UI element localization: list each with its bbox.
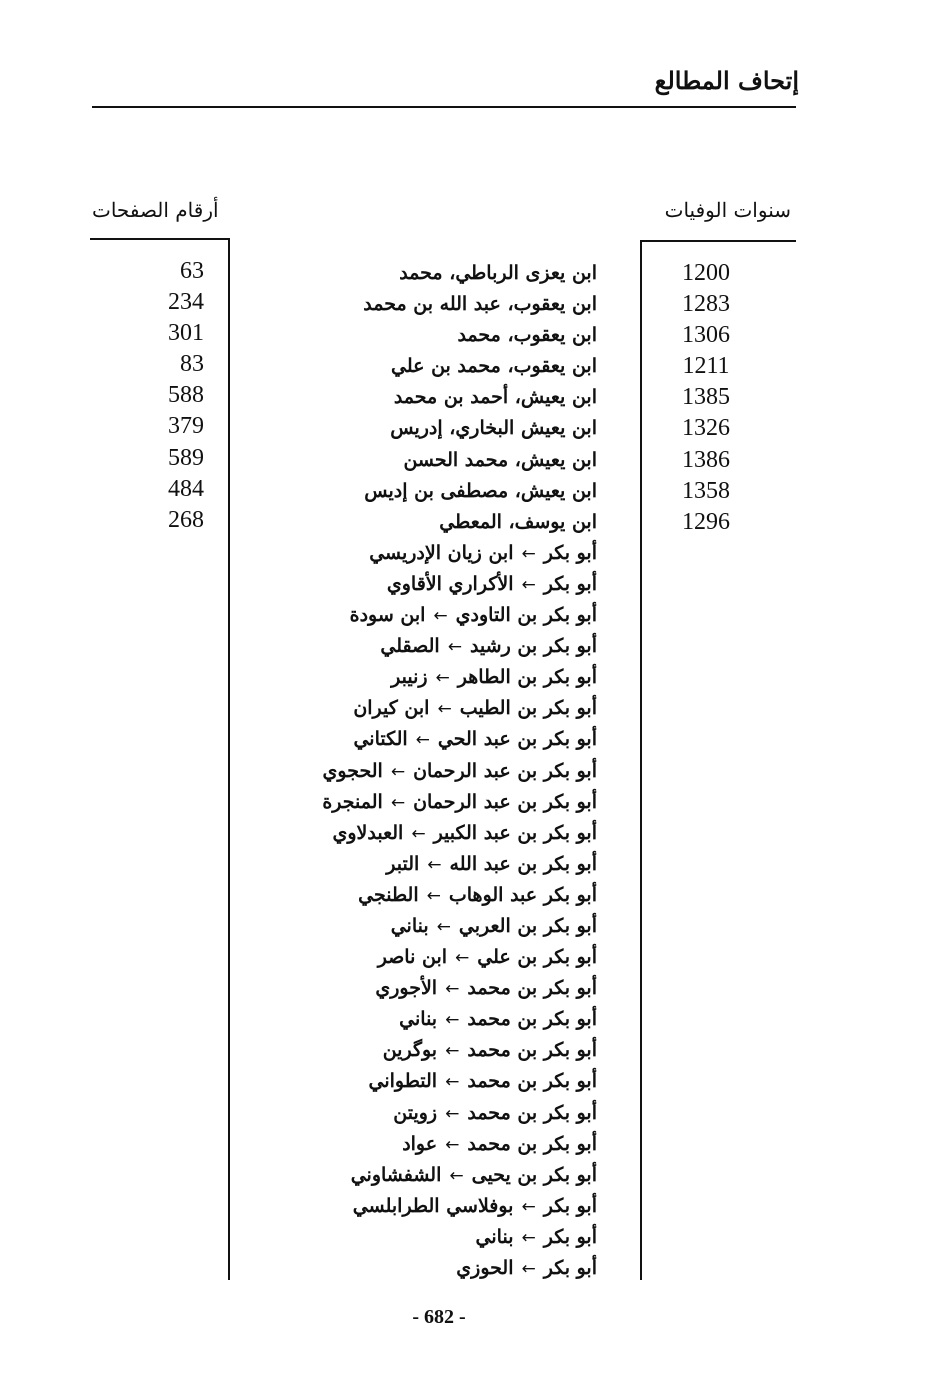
reference-from: أبو بكر (543, 1225, 597, 1248)
year-value: 1385 (682, 384, 730, 411)
entry-name: ابن يعيش، محمد الحسن (403, 448, 597, 471)
entry-name: ابن يوسف، المعطي (439, 510, 597, 533)
left-arrow-icon: ← (437, 699, 452, 720)
left-arrow-icon: ← (445, 979, 460, 1000)
year-value: 1200 (682, 260, 730, 286)
cross-reference-row (277, 1253, 597, 1284)
reference-from: أبو بكر بن محمد (467, 1070, 597, 1093)
reference-to: الأكراري الأقاوي (386, 572, 514, 595)
left-arrow-icon: ← (521, 1259, 536, 1279)
cross-reference-row (277, 1098, 597, 1129)
cross-reference-row (277, 1066, 597, 1097)
page-ref-value: 301 (168, 320, 204, 347)
reference-to: التطواني (368, 1070, 438, 1093)
cross-reference-row (277, 1129, 597, 1160)
reference-from: أبو بكر بن عبد الحي (437, 728, 597, 751)
reference-to: عواد (402, 1132, 438, 1155)
page-ref-value: 589 (168, 444, 204, 471)
left-arrow-icon: ← (521, 574, 536, 595)
reference-from: أبو بكر بن محمد (467, 1008, 597, 1031)
cross-reference-row (277, 631, 597, 662)
year-value: 1358 (682, 477, 730, 504)
left-arrow-icon: ← (445, 1072, 460, 1093)
cross-reference-row (277, 1222, 597, 1253)
cross-reference-row (277, 787, 597, 818)
cross-reference-row (277, 1191, 597, 1222)
reference-to: الشفشاوني (350, 1163, 442, 1186)
left-arrow-icon: ← (435, 668, 450, 689)
reference-to: بوگرين (382, 1039, 438, 1062)
page-number: - 682 - (412, 1306, 466, 1328)
cross-reference-row (277, 1035, 597, 1066)
pages-list (120, 256, 204, 536)
left-arrow-icon: ← (445, 1010, 460, 1031)
years-column-rule-side (640, 240, 642, 1280)
page-ref-value: 484 (168, 475, 204, 502)
reference-to: العبدلاوي (332, 821, 404, 844)
year-value: 1211 (682, 353, 730, 380)
reference-from: أبو بكر (543, 572, 597, 595)
entry-name: ابن يعيش البخاري، إدريس (390, 417, 597, 440)
left-arrow-icon: ← (447, 637, 462, 658)
left-arrow-icon: ← (445, 1041, 460, 1062)
page-header-title: إتحاف المطالع (654, 66, 799, 95)
reference-from: أبو بكر بن علي (477, 946, 597, 969)
years-column-rule-top (642, 240, 796, 242)
reference-to: ابن كيران (353, 697, 430, 720)
year-value: 1326 (682, 415, 730, 442)
cross-reference-row (277, 849, 597, 880)
reference-to: بوفلاسي الطرابلسي (352, 1194, 514, 1217)
page-ref-value: 268 (168, 506, 204, 533)
reference-to: الطنجي (358, 883, 419, 906)
cross-reference-row (277, 973, 597, 1004)
reference-to: ابن ناصر (377, 946, 448, 969)
page-ref-value: 379 (168, 413, 204, 440)
reference-from: أبو بكر بن الطاهر (457, 666, 597, 689)
reference-from: أبو بكر بن محمد (467, 1101, 597, 1124)
reference-from: أبو بكر بن محمد (467, 1132, 597, 1155)
reference-to: التبر (386, 852, 420, 875)
cross-reference-row (277, 600, 597, 631)
page-ref-value: 234 (168, 289, 204, 316)
reference-from: أبو بكر بن محمد (467, 977, 597, 1000)
reference-to: الحوزي (456, 1257, 514, 1279)
reference-to: الصقلي (380, 635, 440, 658)
reference-from: أبو بكر (543, 541, 597, 564)
cross-reference-row (277, 911, 597, 942)
entry-name: ابن يعقوب، محمد (457, 324, 597, 347)
reference-to: المنجرة (322, 790, 383, 813)
reference-to: الكتاني (353, 728, 408, 751)
year-value: 1283 (682, 291, 730, 318)
cross-reference-row (277, 569, 597, 600)
years-list (660, 258, 752, 538)
entry-name: ابن يعيش، أحمد بن محمد (393, 386, 597, 409)
reference-to: الحجوي (322, 759, 383, 782)
reference-from: أبو بكر بن عبد الرحمان (413, 759, 597, 782)
reference-from: أبو بكر عبد الوهاب (448, 883, 597, 906)
entry-name: ابن يعقوب، عبد الله بن محمد (363, 293, 597, 316)
reference-from: أبو بكر (543, 1194, 597, 1217)
left-arrow-icon: ← (426, 885, 441, 906)
cross-reference-row (277, 942, 597, 973)
year-value: 1306 (682, 322, 730, 349)
left-arrow-icon: ← (521, 1196, 536, 1217)
cross-reference-row (277, 693, 597, 724)
years-column-heading: سنوات الوفيات (664, 198, 791, 222)
reference-from: أبو بكر بن عبد الكبير (433, 821, 597, 844)
pages-column-heading: أرقام الصفحات (92, 198, 219, 222)
reference-from: أبو بكر بن يحيى (471, 1163, 597, 1186)
cross-reference-row (277, 880, 597, 911)
page-ref-value: 83 (180, 351, 204, 378)
pages-column-rule-top (90, 238, 230, 240)
pages-column-rule-side (228, 238, 230, 1280)
left-arrow-icon: ← (390, 761, 406, 782)
cross-reference-row (277, 1160, 597, 1191)
reference-to: زنيبر (391, 666, 428, 689)
left-arrow-icon: ← (521, 1227, 536, 1248)
cross-reference-row (277, 724, 597, 755)
reference-to: زويتن (393, 1101, 438, 1124)
reference-to: بناني (390, 914, 429, 937)
left-arrow-icon: ← (449, 1165, 464, 1186)
reference-to: بناني (399, 1008, 438, 1031)
year-value: 1296 (682, 508, 730, 535)
entry-name: ابن يعيش، مصطفى بن إديس (364, 479, 597, 502)
reference-from: أبو بكر بن رشيد (469, 635, 597, 658)
left-arrow-icon: ← (415, 730, 430, 751)
reference-from: أبو بكر بن عبد الله (449, 852, 597, 875)
page-ref-value: 588 (168, 382, 204, 409)
cross-reference-row (277, 756, 597, 787)
entry-name: ابن يعزى الرباطي، محمد (399, 262, 597, 284)
left-arrow-icon: ← (433, 606, 448, 627)
reference-from: أبو بكر بن محمد (467, 1039, 597, 1062)
names-list (277, 258, 597, 1284)
reference-from: أبو بكر بن عبد الرحمان (413, 790, 597, 813)
reference-to: الأجوري (375, 977, 438, 1000)
reference-from: أبو بكر بن الطيب (459, 697, 597, 720)
year-value: 1386 (682, 446, 730, 473)
entry-name: ابن يعقوب، محمد بن علي (390, 355, 597, 378)
reference-to: بناني (475, 1225, 514, 1248)
left-arrow-icon: ← (411, 823, 426, 844)
left-arrow-icon: ← (390, 792, 406, 813)
reference-to: ابن سودة (349, 604, 426, 627)
cross-reference-row (277, 662, 597, 693)
reference-from: أبو بكر بن التاودي (455, 604, 597, 627)
cross-reference-row (277, 538, 597, 569)
reference-to: ابن زيان الإدريسي (369, 541, 514, 564)
left-arrow-icon: ← (445, 1134, 460, 1155)
header-rule (92, 106, 796, 108)
cross-reference-row (277, 1004, 597, 1035)
left-arrow-icon: ← (521, 543, 536, 564)
left-arrow-icon: ← (445, 1103, 460, 1124)
left-arrow-icon: ← (436, 916, 451, 937)
left-arrow-icon: ← (455, 948, 470, 969)
reference-from: أبو بكر (543, 1257, 597, 1279)
left-arrow-icon: ← (427, 854, 442, 875)
page-ref-value: 63 (180, 258, 204, 284)
cross-reference-row (277, 818, 597, 849)
reference-from: أبو بكر بن العربي (458, 914, 597, 937)
